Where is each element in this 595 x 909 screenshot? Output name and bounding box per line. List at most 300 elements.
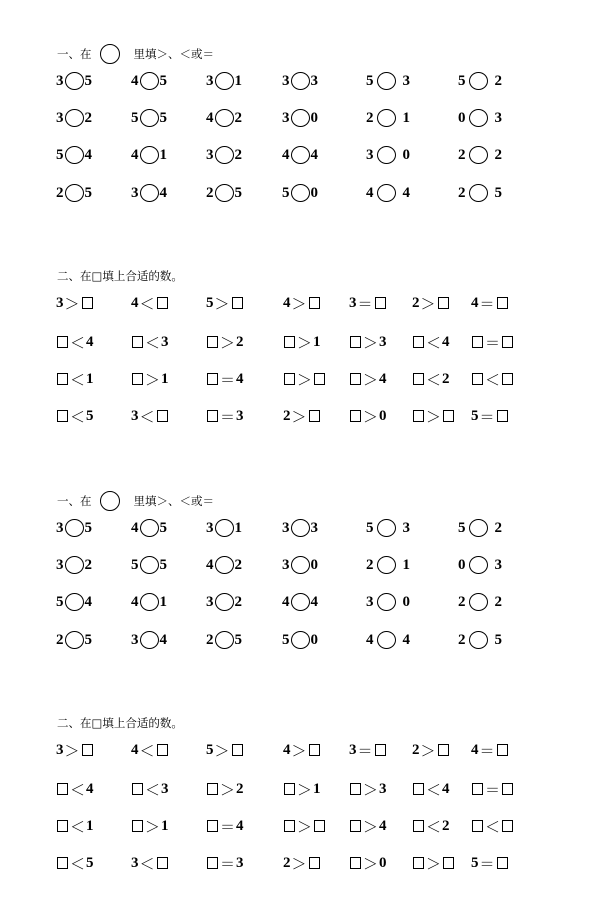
answer-box[interactable] bbox=[497, 410, 508, 422]
comparison-item bbox=[56, 554, 92, 576]
number: 2 bbox=[234, 109, 242, 126]
number: 4 bbox=[131, 741, 139, 758]
answer-circle[interactable] bbox=[140, 519, 159, 537]
comparison-item bbox=[206, 554, 242, 576]
fill-in-item bbox=[412, 815, 450, 837]
answer-box[interactable] bbox=[350, 857, 361, 869]
answer-circle[interactable] bbox=[291, 519, 310, 537]
operator-symbol: ＞ bbox=[291, 294, 307, 313]
fill-in-item bbox=[206, 405, 244, 427]
answer-circle[interactable] bbox=[215, 146, 234, 164]
answer-box[interactable] bbox=[497, 857, 508, 869]
part1-title-prefix: 一、在 bbox=[57, 47, 92, 61]
number: 4 bbox=[366, 184, 374, 201]
operator-symbol: ＜ bbox=[426, 370, 442, 389]
number: 5 bbox=[494, 184, 502, 201]
number: 3 bbox=[349, 294, 357, 311]
operator-symbol: ＞ bbox=[426, 407, 442, 426]
operator-symbol: ＞ bbox=[291, 854, 307, 873]
comparison-item bbox=[458, 144, 502, 166]
fill-in-item bbox=[56, 331, 94, 353]
part1-title-prefix: 一、在 bbox=[57, 494, 92, 508]
answer-box[interactable] bbox=[438, 744, 449, 756]
number: 2 bbox=[458, 146, 466, 163]
answer-circle[interactable] bbox=[65, 109, 84, 127]
answer-circle[interactable] bbox=[291, 556, 310, 574]
answer-box[interactable] bbox=[232, 744, 243, 756]
number: 5 bbox=[84, 72, 92, 89]
answer-circle[interactable] bbox=[215, 519, 234, 537]
comparison-item bbox=[206, 591, 242, 613]
number: 2 bbox=[236, 780, 244, 797]
worksheet-block bbox=[0, 0, 595, 440]
fill-in-item bbox=[412, 331, 450, 353]
number: 1 bbox=[86, 817, 94, 834]
number: 1 bbox=[159, 146, 167, 163]
fill-in-item bbox=[412, 739, 450, 761]
number: 5 bbox=[494, 631, 502, 648]
answer-box[interactable] bbox=[57, 373, 68, 385]
number: 5 bbox=[159, 519, 167, 536]
fill-in-item bbox=[471, 852, 509, 874]
answer-circle[interactable] bbox=[291, 184, 310, 202]
answer-circle[interactable] bbox=[469, 519, 488, 537]
operator-symbol: ＝ bbox=[485, 333, 501, 352]
answer-circle[interactable] bbox=[377, 593, 396, 611]
operator-symbol: ＞ bbox=[363, 333, 379, 352]
answer-box[interactable] bbox=[502, 373, 513, 385]
comparison-item bbox=[458, 554, 502, 576]
number: 3 bbox=[236, 407, 244, 424]
comparison-item bbox=[282, 629, 318, 651]
answer-circle[interactable] bbox=[140, 593, 159, 611]
fill-in-item bbox=[349, 852, 387, 874]
comparison-row bbox=[0, 107, 595, 129]
number: 4 bbox=[131, 593, 139, 610]
answer-circle[interactable] bbox=[291, 631, 310, 649]
answer-box[interactable] bbox=[350, 820, 361, 832]
operator-symbol: ＞ bbox=[363, 854, 379, 873]
answer-circle[interactable] bbox=[215, 109, 234, 127]
comparison-item bbox=[282, 144, 318, 166]
answer-box[interactable] bbox=[284, 783, 295, 795]
number: 2 bbox=[494, 146, 502, 163]
number: 5 bbox=[84, 631, 92, 648]
answer-box[interactable] bbox=[284, 373, 295, 385]
answer-box[interactable] bbox=[314, 373, 325, 385]
answer-box[interactable] bbox=[497, 297, 508, 309]
number: 5 bbox=[159, 556, 167, 573]
answer-circle[interactable] bbox=[469, 593, 488, 611]
operator-symbol: ＞ bbox=[363, 370, 379, 389]
operator-symbol: ＞ bbox=[363, 407, 379, 426]
number: 2 bbox=[234, 593, 242, 610]
number: 4 bbox=[131, 146, 139, 163]
number: 1 bbox=[86, 370, 94, 387]
answer-box[interactable] bbox=[57, 820, 68, 832]
answer-circle[interactable] bbox=[65, 631, 84, 649]
part1-title-suffix: 里填＞、＜或＝ bbox=[133, 47, 214, 61]
answer-circle[interactable] bbox=[65, 72, 84, 90]
answer-circle[interactable] bbox=[65, 593, 84, 611]
number: 2 bbox=[366, 109, 374, 126]
fill-in-item bbox=[471, 331, 514, 353]
operator-symbol: ＞ bbox=[214, 294, 230, 313]
answer-box[interactable] bbox=[413, 857, 424, 869]
operator-symbol: ＜ bbox=[485, 817, 501, 836]
answer-circle[interactable] bbox=[215, 593, 234, 611]
comparison-item bbox=[131, 591, 167, 613]
comparison-item bbox=[458, 182, 502, 204]
number: 2 bbox=[56, 184, 64, 201]
comparison-item bbox=[206, 517, 242, 539]
fill-in-row bbox=[0, 739, 595, 761]
number: 3 bbox=[131, 407, 139, 424]
fill-in-item bbox=[471, 368, 514, 390]
number: 1 bbox=[313, 780, 321, 797]
operator-symbol: ＝ bbox=[220, 817, 236, 836]
answer-box[interactable] bbox=[413, 783, 424, 795]
operator-symbol: ＝ bbox=[220, 854, 236, 873]
answer-circle[interactable] bbox=[291, 593, 310, 611]
answer-box[interactable] bbox=[132, 373, 143, 385]
answer-box[interactable] bbox=[350, 410, 361, 422]
fill-in-item bbox=[206, 778, 244, 800]
comparison-item bbox=[458, 629, 502, 651]
number: 3 bbox=[310, 72, 318, 89]
comparison-item bbox=[56, 70, 92, 92]
operator-symbol: ＝ bbox=[479, 854, 495, 873]
answer-circle[interactable] bbox=[377, 109, 396, 127]
number: 5 bbox=[86, 854, 94, 871]
operator-symbol: ＞ bbox=[297, 333, 313, 352]
number: 4 bbox=[283, 741, 291, 758]
answer-circle[interactable] bbox=[377, 556, 396, 574]
answer-box[interactable] bbox=[57, 783, 68, 795]
answer-box[interactable] bbox=[207, 373, 218, 385]
answer-box[interactable] bbox=[350, 336, 361, 348]
answer-box[interactable] bbox=[157, 857, 168, 869]
answer-circle[interactable] bbox=[469, 146, 488, 164]
answer-circle[interactable] bbox=[215, 184, 234, 202]
answer-box[interactable] bbox=[207, 820, 218, 832]
answer-box[interactable] bbox=[82, 297, 93, 309]
answer-circle[interactable] bbox=[140, 631, 159, 649]
answer-box[interactable] bbox=[157, 744, 168, 756]
number: 3 bbox=[494, 109, 502, 126]
comparison-row bbox=[0, 70, 595, 92]
number: 5 bbox=[471, 407, 479, 424]
answer-box[interactable] bbox=[207, 857, 218, 869]
answer-box[interactable] bbox=[207, 410, 218, 422]
worksheet-block bbox=[0, 447, 595, 887]
answer-box[interactable] bbox=[309, 744, 320, 756]
answer-box[interactable] bbox=[132, 336, 143, 348]
operator-symbol: ＞ bbox=[64, 741, 80, 760]
number: 4 bbox=[236, 370, 244, 387]
operator-symbol: ＞ bbox=[420, 294, 436, 313]
number: 4 bbox=[282, 593, 290, 610]
fill-in-item bbox=[131, 739, 169, 761]
answer-circle[interactable] bbox=[469, 556, 488, 574]
part2-title: 二、在□填上合适的数。 bbox=[57, 269, 183, 283]
number: 5 bbox=[159, 72, 167, 89]
answer-box[interactable] bbox=[232, 297, 243, 309]
fill-in-item bbox=[206, 852, 244, 874]
fill-in-item bbox=[349, 815, 387, 837]
comparison-item bbox=[282, 182, 318, 204]
fill-in-item bbox=[131, 368, 169, 390]
answer-circle[interactable] bbox=[65, 146, 84, 164]
comparison-item bbox=[131, 107, 167, 129]
number: 3 bbox=[131, 631, 139, 648]
fill-in-item bbox=[349, 739, 387, 761]
answer-circle[interactable] bbox=[469, 184, 488, 202]
answer-box[interactable] bbox=[132, 783, 143, 795]
operator-symbol: ＜ bbox=[485, 370, 501, 389]
comparison-item bbox=[131, 629, 167, 651]
answer-circle[interactable] bbox=[215, 556, 234, 574]
operator-symbol: ＞ bbox=[220, 780, 236, 799]
fill-in-item bbox=[56, 292, 94, 314]
number: 4 bbox=[379, 370, 387, 387]
number: 1 bbox=[402, 556, 410, 573]
fill-in-item bbox=[283, 739, 321, 761]
number: 3 bbox=[310, 519, 318, 536]
fill-in-item bbox=[412, 368, 450, 390]
answer-box[interactable] bbox=[132, 820, 143, 832]
number: 3 bbox=[282, 109, 290, 126]
answer-box[interactable] bbox=[284, 336, 295, 348]
number: 1 bbox=[234, 519, 242, 536]
comparison-item bbox=[366, 517, 410, 539]
number: 2 bbox=[283, 407, 291, 424]
comparison-item bbox=[206, 629, 242, 651]
answer-box[interactable] bbox=[350, 373, 361, 385]
answer-box[interactable] bbox=[57, 336, 68, 348]
answer-circle[interactable] bbox=[215, 631, 234, 649]
answer-circle[interactable] bbox=[469, 72, 488, 90]
operator-symbol: ＝ bbox=[479, 294, 495, 313]
number: 4 bbox=[310, 146, 318, 163]
operator-symbol: ＜ bbox=[139, 854, 155, 873]
fill-in-item bbox=[283, 778, 321, 800]
answer-box[interactable] bbox=[284, 820, 295, 832]
fill-in-item bbox=[471, 815, 514, 837]
answer-box[interactable] bbox=[309, 297, 320, 309]
number: 2 bbox=[458, 631, 466, 648]
fill-in-item bbox=[56, 368, 94, 390]
number: 2 bbox=[84, 556, 92, 573]
number: 2 bbox=[412, 741, 420, 758]
answer-box[interactable] bbox=[57, 410, 68, 422]
operator-symbol: ＞ bbox=[297, 370, 313, 389]
answer-box[interactable] bbox=[502, 820, 513, 832]
number: 0 bbox=[310, 556, 318, 573]
number: 3 bbox=[56, 741, 64, 758]
fill-in-item bbox=[412, 852, 455, 874]
number: 3 bbox=[56, 109, 64, 126]
comparison-item bbox=[131, 182, 167, 204]
number: 4 bbox=[131, 294, 139, 311]
answer-box[interactable] bbox=[309, 410, 320, 422]
answer-circle[interactable] bbox=[469, 109, 488, 127]
number: 4 bbox=[84, 593, 92, 610]
part1-title bbox=[57, 491, 214, 511]
number: 3 bbox=[494, 556, 502, 573]
number: 2 bbox=[494, 72, 502, 89]
answer-circle[interactable] bbox=[291, 72, 310, 90]
number: 1 bbox=[313, 333, 321, 350]
comparison-item bbox=[458, 70, 502, 92]
comparison-item bbox=[206, 107, 242, 129]
operator-symbol: ＝ bbox=[479, 407, 495, 426]
answer-box[interactable] bbox=[413, 410, 424, 422]
number: 1 bbox=[161, 370, 169, 387]
answer-box[interactable] bbox=[57, 857, 68, 869]
number: 0 bbox=[402, 146, 410, 163]
comparison-item bbox=[56, 107, 92, 129]
operator-symbol: ＞ bbox=[363, 817, 379, 836]
number: 2 bbox=[458, 593, 466, 610]
answer-circle[interactable] bbox=[291, 109, 310, 127]
answer-box[interactable] bbox=[157, 297, 168, 309]
number: 2 bbox=[56, 631, 64, 648]
answer-box[interactable] bbox=[350, 783, 361, 795]
answer-box[interactable] bbox=[314, 820, 325, 832]
answer-box[interactable] bbox=[502, 783, 513, 795]
number: 5 bbox=[282, 631, 290, 648]
number: 2 bbox=[458, 184, 466, 201]
answer-box[interactable] bbox=[207, 336, 218, 348]
fill-in-item bbox=[349, 778, 387, 800]
comparison-item bbox=[458, 591, 502, 613]
answer-circle[interactable] bbox=[140, 146, 159, 164]
number: 0 bbox=[310, 184, 318, 201]
number: 3 bbox=[206, 146, 214, 163]
answer-circle[interactable] bbox=[140, 72, 159, 90]
number: 5 bbox=[86, 407, 94, 424]
number: 3 bbox=[236, 854, 244, 871]
number: 2 bbox=[234, 556, 242, 573]
number: 3 bbox=[282, 556, 290, 573]
answer-box[interactable] bbox=[82, 744, 93, 756]
operator-symbol: ＜ bbox=[139, 407, 155, 426]
answer-circle[interactable] bbox=[377, 184, 396, 202]
answer-box[interactable] bbox=[157, 410, 168, 422]
answer-box[interactable] bbox=[472, 336, 483, 348]
answer-box[interactable] bbox=[375, 744, 386, 756]
number: 3 bbox=[282, 72, 290, 89]
fill-in-item bbox=[131, 852, 169, 874]
answer-box[interactable] bbox=[413, 336, 424, 348]
number: 4 bbox=[471, 294, 479, 311]
comparison-item bbox=[366, 554, 410, 576]
operator-symbol: ＜ bbox=[145, 780, 161, 799]
answer-box[interactable] bbox=[413, 820, 424, 832]
answer-box[interactable] bbox=[413, 373, 424, 385]
part1-title bbox=[57, 44, 214, 64]
number: 1 bbox=[161, 817, 169, 834]
comparison-item bbox=[366, 107, 410, 129]
operator-symbol: ＜ bbox=[139, 294, 155, 313]
operator-symbol: ＝ bbox=[479, 741, 495, 760]
fill-in-row bbox=[0, 331, 595, 353]
fill-in-row bbox=[0, 292, 595, 314]
answer-box[interactable] bbox=[472, 783, 483, 795]
answer-circle[interactable] bbox=[377, 519, 396, 537]
operator-symbol: ＜ bbox=[70, 370, 86, 389]
operator-symbol: ＜ bbox=[426, 780, 442, 799]
operator-symbol: ＞ bbox=[145, 817, 161, 836]
operator-symbol: ＞ bbox=[297, 817, 313, 836]
answer-circle[interactable] bbox=[140, 556, 159, 574]
answer-box[interactable] bbox=[443, 857, 454, 869]
number: 3 bbox=[56, 519, 64, 536]
answer-circle[interactable] bbox=[65, 556, 84, 574]
comparison-item bbox=[56, 182, 92, 204]
answer-box[interactable] bbox=[497, 744, 508, 756]
answer-circle[interactable] bbox=[377, 72, 396, 90]
fill-in-item bbox=[471, 739, 509, 761]
answer-circle[interactable] bbox=[65, 519, 84, 537]
answer-circle[interactable] bbox=[377, 631, 396, 649]
number: 5 bbox=[366, 519, 374, 536]
fill-in-item bbox=[349, 292, 387, 314]
answer-box[interactable] bbox=[472, 820, 483, 832]
number: 3 bbox=[56, 72, 64, 89]
number: 3 bbox=[402, 72, 410, 89]
answer-circle[interactable] bbox=[469, 631, 488, 649]
answer-box[interactable] bbox=[502, 336, 513, 348]
number: 5 bbox=[458, 519, 466, 536]
answer-box[interactable] bbox=[443, 410, 454, 422]
number: 3 bbox=[206, 593, 214, 610]
fill-in-item bbox=[56, 815, 94, 837]
answer-box[interactable] bbox=[375, 297, 386, 309]
answer-circle[interactable] bbox=[291, 146, 310, 164]
comparison-row bbox=[0, 517, 595, 539]
fill-in-item bbox=[283, 405, 321, 427]
operator-symbol: ＝ bbox=[357, 294, 373, 313]
comparison-item bbox=[131, 144, 167, 166]
fill-in-item bbox=[56, 405, 94, 427]
answer-box[interactable] bbox=[207, 783, 218, 795]
answer-circle[interactable] bbox=[65, 184, 84, 202]
number: 5 bbox=[159, 109, 167, 126]
number: 5 bbox=[84, 184, 92, 201]
answer-circle[interactable] bbox=[215, 72, 234, 90]
number: 5 bbox=[131, 556, 139, 573]
answer-circle[interactable] bbox=[140, 184, 159, 202]
number: 2 bbox=[442, 370, 450, 387]
fill-in-row bbox=[0, 368, 595, 390]
number: 3 bbox=[56, 556, 64, 573]
number: 4 bbox=[402, 184, 410, 201]
number: 4 bbox=[366, 631, 374, 648]
answer-box[interactable] bbox=[472, 373, 483, 385]
answer-circle[interactable] bbox=[140, 109, 159, 127]
comparison-item bbox=[366, 629, 410, 651]
operator-symbol: ＞ bbox=[297, 780, 313, 799]
operator-symbol: ＜ bbox=[70, 817, 86, 836]
comparison-item bbox=[458, 517, 502, 539]
number: 3 bbox=[402, 519, 410, 536]
answer-box[interactable] bbox=[309, 857, 320, 869]
operator-symbol: ＝ bbox=[357, 741, 373, 760]
answer-circle[interactable] bbox=[377, 146, 396, 164]
answer-box[interactable] bbox=[438, 297, 449, 309]
